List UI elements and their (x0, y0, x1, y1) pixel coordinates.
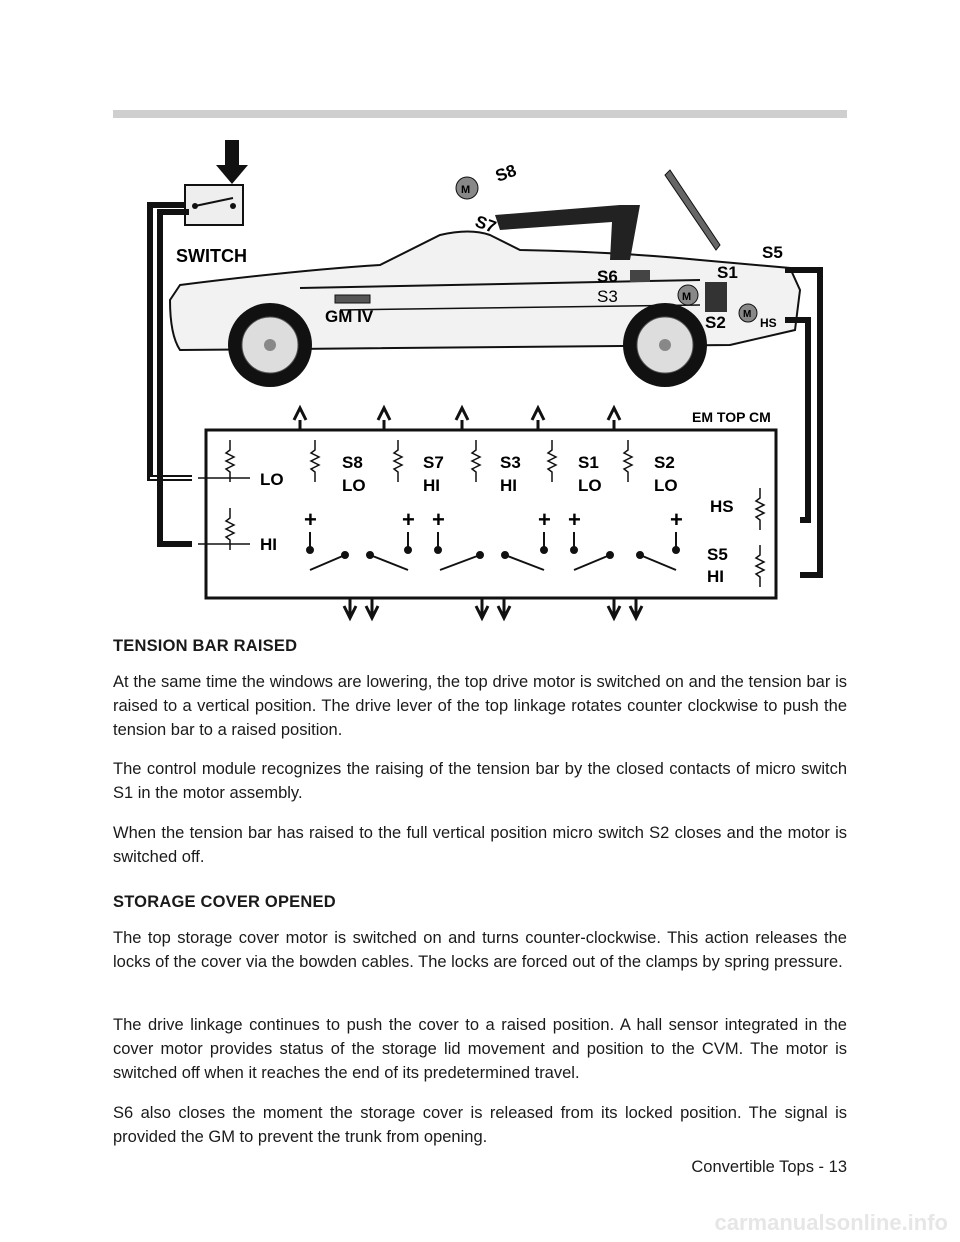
paragraph: The top storage cover motor is switched on and turns counter-clockwise. This action releases the locks of the cover via the bowden cables. The locks are forced out of the clamps by spring pressure. (113, 929, 847, 971)
s7-top-label: S7 (472, 211, 499, 237)
arrow-down-icon (216, 140, 248, 184)
section-heading: TENSION BAR RAISED (113, 637, 298, 655)
input-lo-label: LO (260, 470, 284, 489)
gm-module (335, 295, 370, 303)
channel-1-level: LO (342, 476, 366, 495)
gm-label: GM IV (325, 307, 374, 326)
s5-top-label: S5 (762, 243, 783, 262)
paragraph: The drive linkage continues to push the cover to a raised position. A hall sensor integrated in the cover motor provides status of the storage lid movement and position to the CVM. The motor is switched off when it reaches the end of its predetermined travel. (113, 1016, 847, 1082)
top-divider (113, 110, 847, 118)
right-input-hs-label: HS (710, 497, 734, 516)
svg-text:+: + (670, 507, 683, 532)
control-module-box (206, 430, 776, 598)
page-footer: Convertible Tops - 13 (691, 1158, 847, 1176)
paragraph: S6 also closes the moment the storage cover is released from its locked position. The signal is provided the GM to prevent the trunk from opening. (113, 1104, 847, 1146)
watermark: carmanualsonline.info (714, 1210, 948, 1235)
channel-5-switch: S2 (654, 453, 675, 472)
channel-5-level: LO (654, 476, 678, 495)
svg-text:+: + (538, 507, 551, 532)
svg-text:+: + (432, 507, 445, 532)
right-input-s5-label: S5 (707, 545, 728, 564)
channel-3-level: HI (500, 476, 517, 495)
s3-top-label: S3 (597, 287, 618, 306)
hs-top-label: HS (760, 316, 777, 330)
s6-top-label: S6 (597, 267, 618, 286)
control-module-label: EM TOP CM (692, 409, 771, 425)
channel-2-level: HI (423, 476, 440, 495)
svg-text:M: M (743, 309, 752, 320)
svg-text:+: + (402, 507, 415, 532)
svg-text:+: + (568, 507, 581, 532)
paragraph: At the same time the windows are lowering, the top drive motor is switched on and the tension bar is raised to a vertical position. The drive lever of the top linkage rotates counter clockwise to push the tension bar to a raised position. (113, 673, 847, 739)
svg-text:M: M (682, 291, 692, 303)
channel-2-switch: S7 (423, 453, 444, 472)
paragraph: The control module recognizes the raising of the tension bar by the closed contacts of micro switch S1 in the motor assembly. (113, 760, 847, 802)
s8-top-label: S8 (492, 160, 519, 186)
s1-top-label: S1 (717, 263, 738, 282)
channel-3-switch: S3 (500, 453, 521, 472)
channel-1-switch: S8 (342, 453, 363, 472)
switch-label: SWITCH (176, 246, 247, 266)
svg-text:M: M (461, 184, 471, 196)
top-operation-diagram (140, 140, 840, 630)
section-heading: STORAGE COVER OPENED (113, 893, 336, 911)
input-hi-label: HI (260, 535, 277, 554)
bottom-connectors (344, 598, 642, 618)
car-illustration (170, 170, 800, 387)
channel-4-switch: S1 (578, 453, 599, 472)
channel-4-level: LO (578, 476, 602, 495)
s2-top-label: S2 (705, 313, 726, 332)
right-input-s5-level: HI (707, 567, 724, 586)
paragraph: When the tension bar has raised to the full vertical position micro switch S2 closes and the motor is switched off. (113, 824, 847, 866)
svg-text:+: + (304, 507, 317, 532)
